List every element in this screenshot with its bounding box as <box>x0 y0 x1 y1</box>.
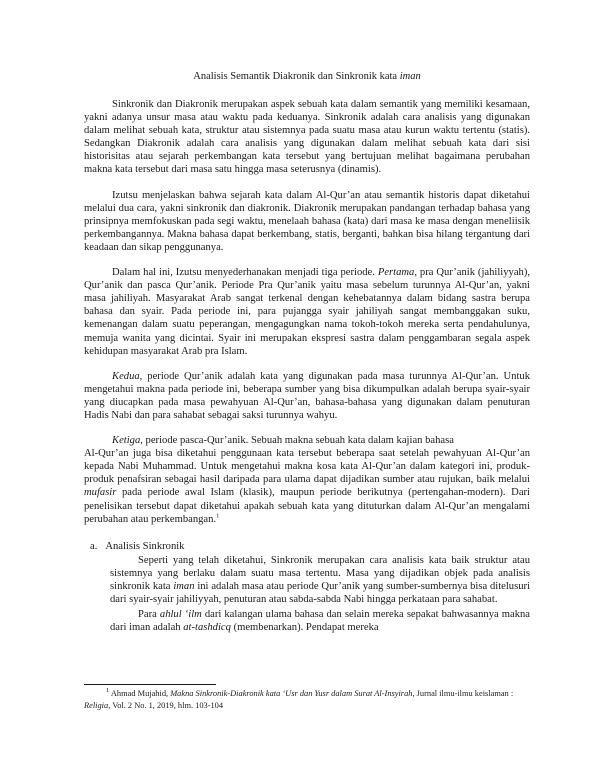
section-marker: a. <box>90 540 98 552</box>
term-mufasir: mufasir <box>84 487 117 499</box>
term-pertama: Pertama <box>377 267 415 279</box>
paragraph-sinkronik-definition: Seperti yang telah diketahui, Sinkronik merupakan cara analisis kata baik struktur atau sistemnya yang berlaku dalam suatu masa tertentu. Masa yang dijadikan objek pada analisis sinkronik kata iman ini adalah masa atau periode Qur’anik yang sumber-sumbernya bisa ditelusuri dari syair-syair jahiliyyah, penuturan atau sabda-sabda Nabi hingga perkataan para sahabat. <box>110 554 530 605</box>
title-italic-word: iman <box>399 71 421 82</box>
term-at-tashdiq: at-tashdicq <box>183 622 231 634</box>
paragraph-ketiga-continued: Al-Qur’an juga bisa diketahui penggunaan kata tersebut beberapa saat setelah pewahyuan Al-Qur’an kepada Nabi Muhammad. Untuk mengetahui makna kosa kata Al-Qur’an dalam kategori ini, produk-produk penafsiran sebagai hasil daripada para ulama dapat dijadikan sumber atau rujukan, baik melalui mufasir pada periode awal Islam (klasik), maupun periode berikutnya (pertengahan-modern). Dari penelisikan tersebut dapat diketahui apakah sebuah kata yang dituturkan dalam Al-Qur’an mengalami perubahan atau perkembangan.$^1$ <box>84 448 530 525</box>
paragraph-izutsu-history: Izutsu menjelaskan bahwa sejarah kata dalam Al-Qur’an atau semantik historis dapat diketahui melalui dua cara, yakni sinkronik dan diakronik. Diakronik merupakan pandangan terhadap bahasa yang prinsipnya memfokuskan pada segi waktu, menelaah bahasa (kata) dari masa ke masa dengan meneliisik perkembangannya. Makna bahasa dapat berkembang, statis, berganti, bahkan bisa hilang tergantung dari keadaan dan sikap penggunanya. <box>84 189 530 253</box>
footnote-ref[interactable]: 1 <box>216 512 220 520</box>
footnote-article-title: Makna Sinkronik-Diakronik kata ‘Usr dan Yusr dalam Surat Al-Insyirah <box>170 689 413 698</box>
term-iman: iman <box>173 580 195 592</box>
term-ketiga: Ketiga <box>112 435 141 447</box>
footnote-divider <box>84 684 216 685</box>
page-title <box>84 70 530 84</box>
paragraph-sinkronik-diakronik: Sinkronik dan Diakronik merupakan aspek sebuah kata dalam semantik yang memiliki kesamaan, yakni adanya unsur masa atau waktu pada keduanya. Sinkronik adalah cara analisis yang digunakan dalam melihat sebuah kata, struktur atau sistemnya pada suatu masa atau kurun waktu tertentu (statis). Sedangkan Diakronik adalah cara analisis yang digunakan dalam melihat sebuah kata dari sisi historisitas atau sejarah perkembangan kata tersebut yang bertujuan melihat bagaimana perubahan makna kata tersebut dari masa satu hingga masa seterusnya (dinamis). <box>84 99 530 176</box>
term-ahlul-ilm: ahlul ‘ilm <box>159 609 202 621</box>
paragraph-ahlul-ilm: Para ahlul ‘ilm dari kalangan ulama bahasa dan selain mereka sepakat bahwasannya makna dari iman adalah at-tashdicq (membenarkan). Pendapat mereka <box>110 609 530 634</box>
footnote-1: $^1$ Ahmad Mujahid, Makna Sinkronik-Diakronik kata ‘Usr dan Yusr dalam Surat Al-Insyirah, Jurnal ilmu-ilmu keislaman : Religia, Vol. 2 No. 1, 2019, hlm. 103-104 <box>84 687 514 710</box>
section-heading-sinkronik <box>90 540 530 553</box>
section-title: Analisis Sinkronik <box>105 540 185 552</box>
footnote-journal: Religia <box>84 700 109 710</box>
term-kedua: Kedua <box>112 370 140 382</box>
title-text: Analisis Semantik Diakronik dan Sinkronik kata <box>193 71 400 82</box>
footnote-number: 1 <box>106 687 110 695</box>
paragraph-kedua: Kedua, periode Qur’anik adalah kata yang digunakan pada masa turunnya Al-Qur’an. Untuk mengetahui makna pada periode ini, beberapa sumber yang bisa dikumpulkan adalah berupa syair-syair yang diucapkan pada masa pewahyuan Al-Qur’an, bahasa-bahasa yang digunakan dalam penuturan Hadis Nabi dan para sahabat sebagai saksi turunnya wahyu. <box>84 370 530 421</box>
section-body-sinkronik <box>110 554 530 635</box>
paragraph-ketiga: Ketiga, periode pasca-Qur’anik. Sebuah makna sebuah kata dalam kajian bahasa <box>112 435 454 447</box>
paragraph-three-periods: Dalam hal ini, Izutsu menyederhanakan menjadi tiga periode. Pertama, pra Qur’anik (jahiliyyah), Qur’anik dan pasca Qur’anik. Periode Pra Qur’anik yaitu masa sebelum turunnya Al-Qur’an, yakni masa jahiliyah. Masyarakat Arab sangat terkenal dengan kehebatannya dalam bidang sastra berupa bahasa dan syair. Pada periode ini, para pujangga syair jahiliyah sangat membanggakan suku, kemenangan dalam suatu peperangan, mengagungkan nama tokoh-tokoh mereka serta pendahulunya, memuja wanita yang dicintai. Syair ini merupakan ekspresi sastra dalam penggambaran segala aspek kehidupan masyarakat Arab pra Islam. <box>84 267 531 357</box>
